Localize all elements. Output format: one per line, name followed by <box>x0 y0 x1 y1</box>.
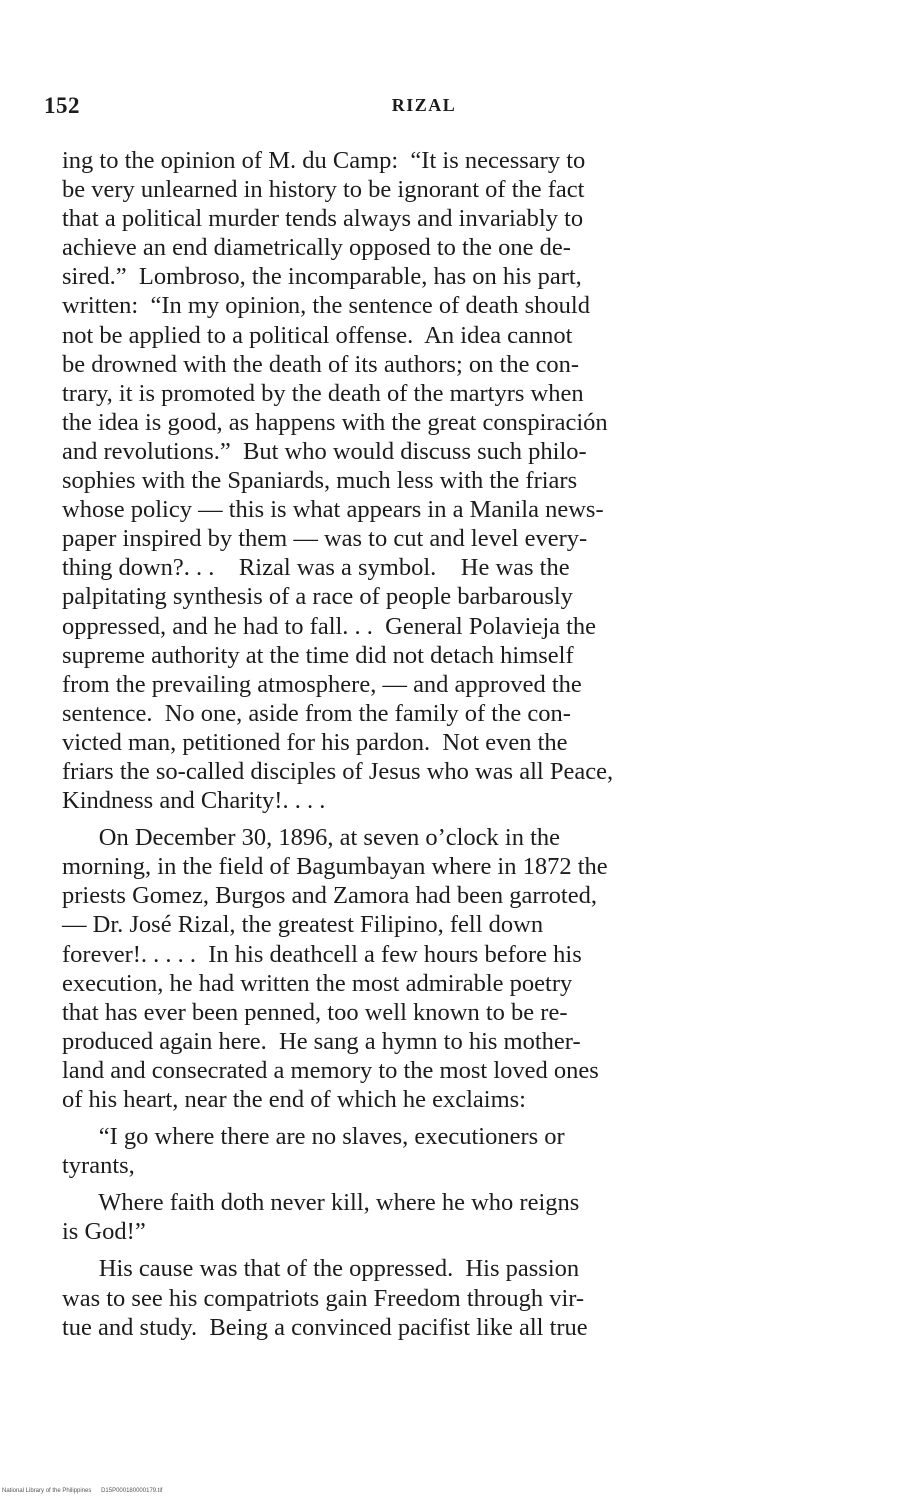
page-header <box>44 93 804 119</box>
paragraph <box>62 1254 804 1341</box>
text-line: written: “In my opinion, the sentence of death should <box>62 292 590 320</box>
text-line: is God!” <box>62 1218 146 1246</box>
text-line: oppressed, and he had to fall. . . General Polavieja the <box>62 612 597 640</box>
text-line: land and consecrated a memory to the most loved ones <box>62 1056 599 1084</box>
text-line: be very unlearned in history to be ignorant of the fact <box>62 176 585 204</box>
text-line: supreme authority at the time did not detach himself <box>62 641 574 669</box>
text-line: of his heart, near the end of which he exclaims: <box>62 1086 526 1113</box>
text-line: morning, in the field of Bagumbayan where in 1872 the <box>62 853 608 881</box>
text-line: Kindness and Charity!. . . . <box>62 787 326 815</box>
text-line: sired.” Lombroso, the incomparable, has on his part, <box>62 263 582 291</box>
body-text <box>62 146 804 1342</box>
text-line: On December 30, 1896, at seven o’clock in the <box>62 824 561 852</box>
paragraph <box>62 1122 804 1180</box>
text-line: and revolutions.” But who would discuss such philo- <box>62 437 587 465</box>
text-line: victed man, petitioned for his pardon. Not even the <box>62 728 568 756</box>
text-line: “I go where there are no slaves, executioners or <box>62 1123 565 1151</box>
scan-file-code: D15P000180000179.tif <box>101 1488 163 1494</box>
library-credit: National Library of the Philippines <box>2 1488 92 1494</box>
text-line: be drowned with the death of its authors; on the con- <box>62 350 580 378</box>
text-line: achieve an end diametrically opposed to the one de- <box>62 234 571 262</box>
text-line: tue and study. Being a convinced pacifist like all true <box>62 1313 588 1341</box>
text-line: not be applied to a political offense. An idea cannot <box>62 321 573 349</box>
text-line: sophies with the Spaniards, much less with the friars <box>62 467 578 495</box>
text-line: produced again here. He sang a hymn to his mother- <box>62 1027 581 1055</box>
text-line: whose policy — this is what appears in a Manila news- <box>62 496 604 524</box>
text-line: — Dr. José Rizal, the greatest Filipino, fell down <box>62 911 544 939</box>
text-line: thing down?. . . Rizal was a symbol. He was the <box>62 554 570 582</box>
paragraph <box>62 1188 804 1246</box>
text-line: ing to the opinion of M. du Camp: “It is necessary to <box>62 147 586 174</box>
text-line: was to see his compatriots gain Freedom through vir- <box>62 1284 585 1312</box>
running-head: RIZAL <box>391 95 457 115</box>
text-line: paper inspired by them — was to cut and level every- <box>62 525 588 553</box>
text-line: from the prevailing atmosphere, — and approved the <box>62 670 582 698</box>
text-line: the idea is good, as happens with the great conspiración <box>62 408 608 436</box>
text-line: forever!. . . . . In his deathcell a few hours before his <box>62 940 582 968</box>
text-line: that has ever been penned, too well known to be re- <box>62 998 568 1026</box>
paragraph <box>62 146 804 815</box>
text-line: trary, it is promoted by the death of the martyrs when <box>62 379 584 407</box>
page-number: 152 <box>44 93 80 118</box>
text-line: that a political murder tends always and invariably to <box>62 205 584 233</box>
text-line: sentence. No one, aside from the family of the con- <box>62 699 571 727</box>
text-line: execution, he had written the most admirable poetry <box>62 969 573 997</box>
text-line: priests Gomez, Burgos and Zamora had been garroted, <box>62 882 597 910</box>
text-line: Where faith doth never kill, where he who reigns <box>62 1189 580 1217</box>
text-line: His cause was that of the oppressed. His passion <box>62 1255 580 1283</box>
text-line: friars the so-called disciples of Jesus who was all Peace, <box>62 757 614 785</box>
text-line: tyrants, <box>62 1152 135 1180</box>
paragraph <box>62 823 804 1114</box>
text-line: palpitating synthesis of a race of people barbarously <box>62 583 573 611</box>
scan-footer <box>2 1488 162 1494</box>
